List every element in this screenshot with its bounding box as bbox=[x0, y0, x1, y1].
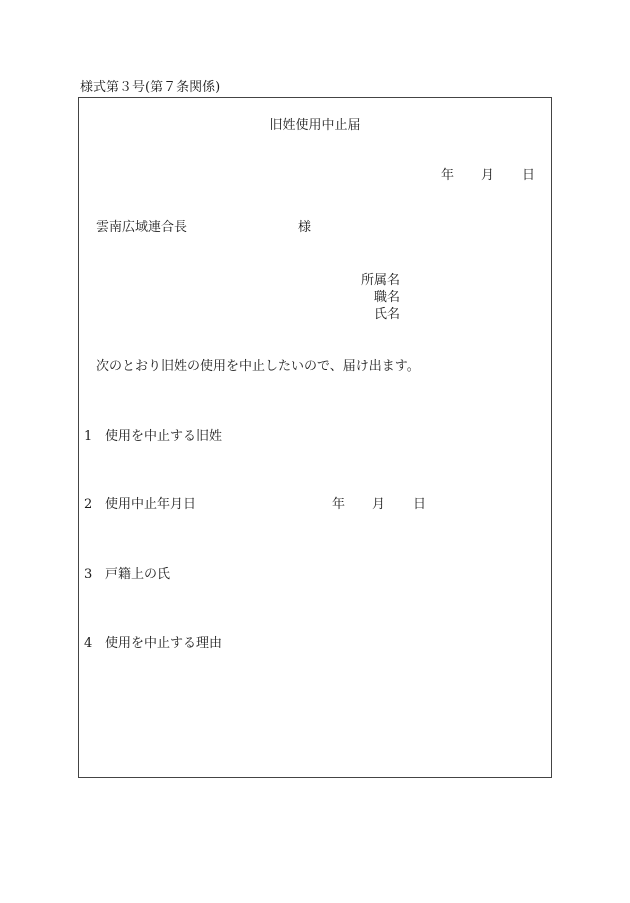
item-label-reason: 使用を中止する理由 bbox=[105, 636, 223, 651]
date-month-label: 月 bbox=[481, 168, 495, 183]
item-number: 2 bbox=[84, 497, 93, 512]
stop-date-year-label: 年 bbox=[332, 497, 346, 512]
item-label-stop-date: 使用中止年月日 bbox=[105, 497, 197, 512]
affiliation-label: 所属名 bbox=[360, 273, 400, 288]
addressee-name: 雲南広域連合長 bbox=[96, 220, 188, 235]
stop-date-month-label: 月 bbox=[372, 497, 386, 512]
form-title: 旧姓使用中止届 bbox=[269, 118, 361, 133]
item-label-registered-surname: 戸籍上の氏 bbox=[105, 567, 171, 582]
name-label: 氏名 bbox=[373, 307, 400, 322]
statement-text: 次のとおり旧姓の使用を中止したいので、届け出ます。 bbox=[96, 359, 420, 374]
item-label-old-surname: 使用を中止する旧姓 bbox=[105, 429, 223, 444]
addressee-honorific: 様 bbox=[298, 220, 312, 235]
form-code: 様式第３号(第７条関係) bbox=[80, 80, 221, 95]
stop-date-day-label: 日 bbox=[413, 497, 427, 512]
item-number: 4 bbox=[84, 636, 93, 651]
date-day-label: 日 bbox=[522, 168, 536, 183]
item-number: 1 bbox=[84, 429, 93, 444]
date-year-label: 年 bbox=[441, 168, 455, 183]
job-title-label: 職名 bbox=[373, 290, 400, 305]
item-number: 3 bbox=[84, 567, 93, 582]
